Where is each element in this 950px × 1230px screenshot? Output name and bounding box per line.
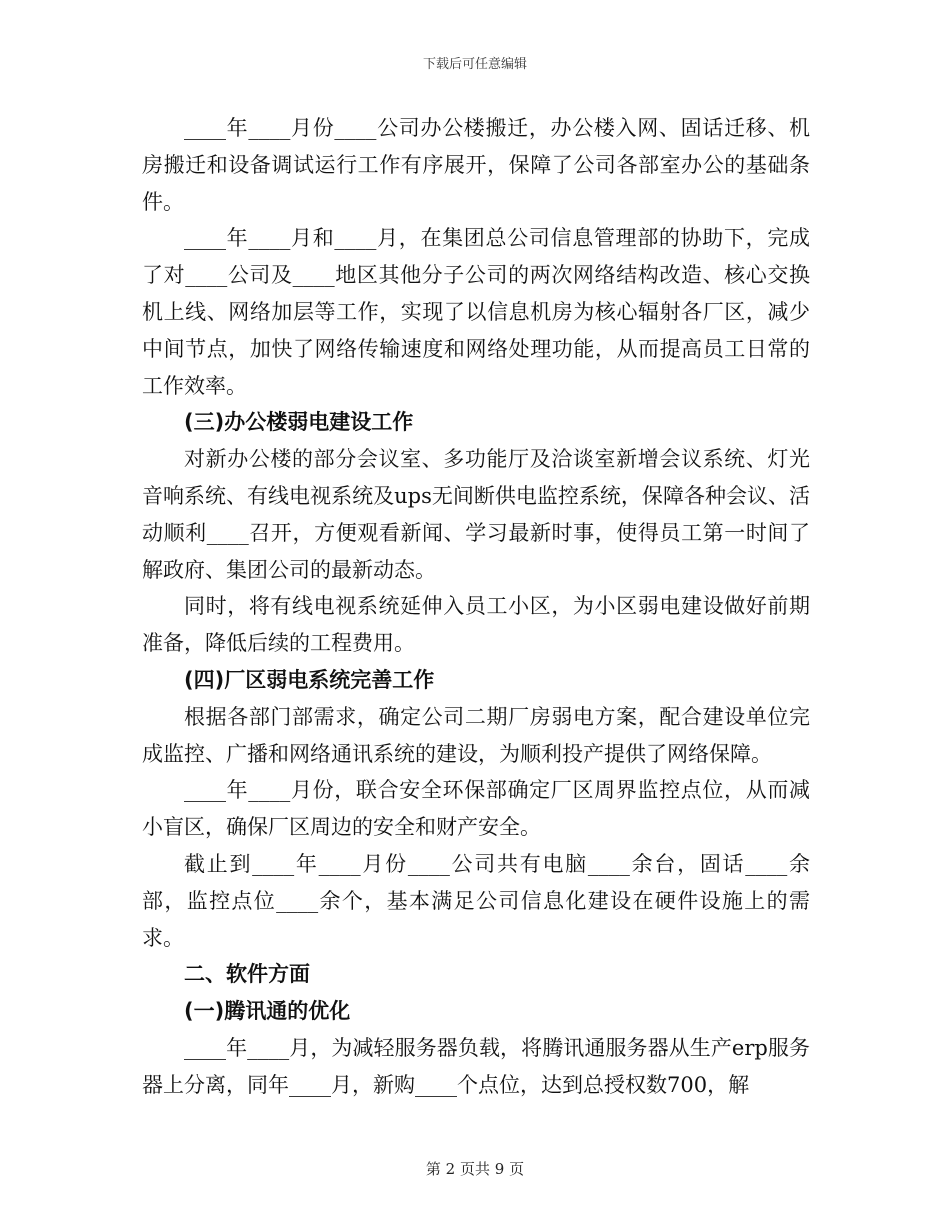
section-heading-rtx-optimization: (一)腾讯通的优化 <box>184 999 351 1024</box>
paragraph-conference-systems: 对新办公楼的部分会议室、多功能厅及洽谈室新增会议系统、灯光音响系统、有线电视系统及ups无间断供电监控系统，保障各种会议、活动顺利____召开，方便观看新闻、学习最新时事，使得员工第一时间了解政府、集团公司的最新动态。 <box>142 447 810 582</box>
section-heading-plant-low-voltage: (四)厂区弱电系统完善工作 <box>184 667 435 692</box>
paragraph-perimeter-monitoring: ____年____月份，联合安全环保部确定厂区周界监控点位，从而减小盲区，确保厂区周边的安全和财产安全。 <box>142 778 810 840</box>
section-heading-office-low-voltage: (三)办公楼弱电建设工作 <box>184 410 414 435</box>
paragraph-hardware-summary: 截止到____年____月份____公司共有电脑____余台，固话____余部，监控点位____余个，基本满足公司信息化建设在硬件设施上的需求。 <box>142 851 810 950</box>
paragraph-rtx-server: ____年____月，为减轻服务器负载，将腾讯通服务器从生产erp服务器上分离，同年____月，新购____个点位，达到总授权数700，解 <box>142 1035 810 1097</box>
section-heading-software: 二、软件方面 <box>184 962 310 987</box>
document-body <box>142 110 810 1104</box>
paragraph-network-restructure: ____年____月和____月，在集团总公司信息管理部的协助下，完成了对____公司及____地区其他分子公司的两次网络结构改造、核心交换机上线、网络加层等工作，实现了以信息机房为核心辐射各厂区，减少中间节点，加快了网络传输速度和网络处理功能，从而提高员工日常的工作效率。 <box>142 226 810 398</box>
paragraph-cable-tv-extension: 同时，将有线电视系统延伸入员工小区，为小区弱电建设做好前期准备，降低后续的工程费用。 <box>142 594 810 656</box>
page-header: 下载后可任意编辑 <box>422 57 527 72</box>
paragraph-office-relocation: ____年____月份____公司办公楼搬迁，办公楼入网、固话迁移、机房搬迁和设备调试运行工作有序展开，保障了公司各部室办公的基础条件。 <box>142 116 810 214</box>
paragraph-phase2-plan: 根据各部门部需求，确定公司二期厂房弱电方案，配合建设单位完成监控、广播和网络通讯系统的建设，为顺利投产提供了网络保障。 <box>142 704 810 766</box>
page-footer: 第 2 页共 9 页 <box>425 1160 525 1178</box>
